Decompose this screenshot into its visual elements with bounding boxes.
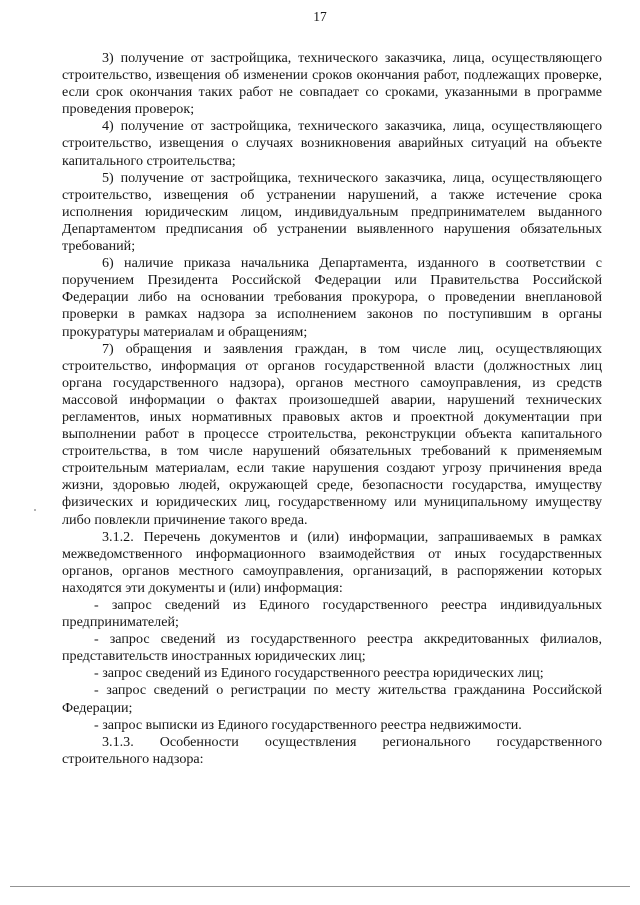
page-number: 17 <box>313 9 327 24</box>
paragraph-item-3: 3) получение от застройщика, технического заказчика, лица, осуществляющего строительство, извещения об изменении сроков окончания работ, подлежащих проверке, если срок окончания таких работ не совпадает со сроками, указанными в программе проведения проверок; <box>62 50 602 118</box>
bottom-rule <box>10 886 630 887</box>
request-item-branches-registry: - запрос сведений из государственного реестра аккредитованных филиалов, представительств иностранных юридических лиц; <box>62 631 602 665</box>
request-item-ip-registry: - запрос сведений из Единого государственного реестра индивидуальных предпринимателей; <box>62 597 602 631</box>
request-item-real-estate-registry: - запрос выписки из Единого государственного реестра недвижимости. <box>94 716 522 733</box>
paragraph-3-1-2: 3.1.2. Перечень документов и (или) информации, запрашиваемых в рамках межведомственного информационного взаимодействия от иных государственных органов, органов местного самоуправления, организаций, в распоряжении которых находятся эти документы и (или) информация: <box>62 528 602 596</box>
paragraph-item-7: 7) обращения и заявления граждан, в том числе лиц, осуществляющих строительство, информация от органов государственной власти (должностных лиц органа государственного надзора), органов местного самоуправления, из средств массовой информации о фактах произошедшей аварии, нарушений технических регламентов, иных нормативных правовых актов и проектной документации при выполнении работ в процессе строительства, реконструкции объекта капитального строительства, в том числе нарушений обязательных требований к применяемым строительным материалам, если такие нарушения создают угрозу причинения вреда жизни, здоровью людей, окружающей среде, безопасности государства, имуществу физических и юридических лиц, государственному или муниципальному имуществу либо повлекли причинение такого вреда. <box>62 340 602 528</box>
request-item-legal-entities-registry: - запрос сведений из Единого государственного реестра юридических лиц; <box>94 665 544 682</box>
document-body <box>62 50 602 768</box>
request-item-residence-registration: - запрос сведений о регистрации по месту жительства гражданина Российской Федерации; <box>62 682 602 716</box>
paragraph-item-6: 6) наличие приказа начальника Департамента, изданного в соответствии с поручением Президента Российской Федерации или Правительства Российской Федерации либо на основании требования прокурора, о проведении внеплановой проверки в рамках надзора за исполнением законов по поступившим в органы прокуратуры материалам и обращениям; <box>62 255 602 340</box>
section-heading-3-1-3: 3.1.3. Особенности осуществления регионального государственного строительного надзора: <box>62 733 602 767</box>
scan-speck <box>34 509 36 511</box>
paragraph-item-4: 4) получение от застройщика, технического заказчика, лица, осуществляющего строительство, извещения о случаях возникновения аварийных ситуаций на объекте капитального строительства; <box>62 118 602 169</box>
paragraph-item-5: 5) получение от застройщика, технического заказчика, лица, осуществляющего строительство, извещения об устранении нарушений, а также истечение срока исполнения юридическим лицом, индивидуальным предпринимателем выданного Департаментом предписания об устранении выявленного нарушения обязательных требований; <box>62 169 602 255</box>
